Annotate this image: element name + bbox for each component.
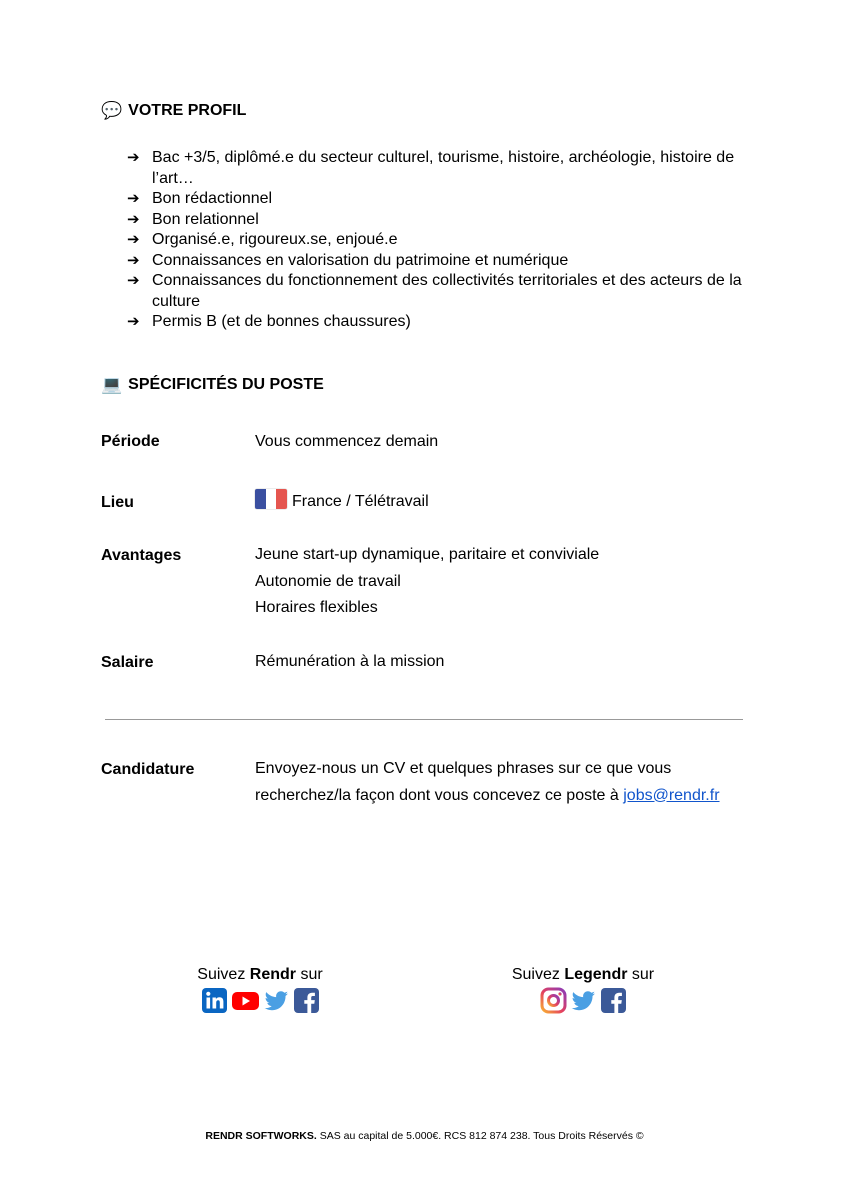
twitter-icon[interactable] [263, 987, 290, 1014]
lieu-label: Lieu [101, 494, 134, 511]
profile-list [127, 148, 747, 333]
arrow-icon: ➔ [127, 149, 140, 166]
follow-rendr-text: Suivez Rendr sur [197, 966, 323, 983]
arrow-icon: ➔ [127, 251, 140, 269]
arrow-icon: ➔ [127, 210, 140, 228]
brand-legendr: Legendr [564, 966, 628, 983]
list-item: ➔ Bac +3/5, diplômé.e du secteur culturel, tourisme, histoire, archéologie, histoire de l’art… [127, 149, 735, 187]
instagram-icon[interactable] [540, 987, 567, 1014]
list-item: ➔ Bon rédactionnel [127, 189, 747, 210]
laptop-icon: 💻 [101, 375, 123, 394]
list-item: ➔ Bon relationnel [127, 210, 747, 231]
avantage-item: Autonomie de travail [255, 572, 401, 590]
periode-label: Période [101, 433, 160, 450]
list-item: ➔ Connaissances du fonctionnement des collectivités territoriales et des acteurs de la culture [127, 272, 742, 310]
arrow-icon: ➔ [127, 272, 140, 289]
rendr-social-icons [160, 987, 360, 1014]
follow-legendr-text: Suivez Legendr sur [511, 966, 655, 983]
footer-text: SAS au capital de 5.000€. RCS 812 874 238. Tous Droits Réservés © [319, 1130, 644, 1142]
flag-stripe-blue [255, 489, 266, 509]
specs-heading [101, 375, 324, 395]
periode-value: Vous commencez demain [255, 433, 439, 450]
list-item: ➔ Permis B (et de bonnes chaussures) [127, 312, 747, 333]
candidature-line-1: Envoyez-nous un CV et quelques phrases sur ce que vous [255, 760, 672, 777]
specs-title: SPÉCIFICITÉS DU POSTE [128, 376, 324, 393]
profile-title: VOTRE PROFIL [128, 102, 247, 119]
avantages-label: Avantages [101, 547, 182, 564]
footer-company: RENDR SOFTWORKS. [205, 1130, 317, 1142]
section-divider [105, 719, 743, 720]
arrow-icon: ➔ [127, 190, 140, 207]
brand-rendr: Rendr [249, 966, 297, 983]
follow-legendr [483, 966, 683, 1014]
speech-bubble-icon: 💬 [101, 101, 123, 120]
facebook-icon[interactable] [600, 987, 627, 1014]
profile-heading [101, 101, 246, 121]
avantage-item: Horaires flexibles [255, 599, 378, 616]
page-footer [0, 1130, 849, 1142]
lieu-text: France / Télétravail [292, 493, 429, 510]
arrow-icon: ➔ [127, 231, 140, 248]
facebook-icon[interactable] [293, 987, 320, 1014]
twitter-icon[interactable] [570, 987, 597, 1014]
list-item: ➔ Connaissances en valorisation du patrimoine et numérique [127, 251, 747, 272]
flag-stripe-red [276, 489, 287, 509]
candidature-text [255, 756, 775, 809]
list-item: ➔ Organisé.e, rigoureux.se, enjoué.e [127, 230, 747, 251]
follow-rendr [160, 966, 360, 1014]
salaire-label: Salaire [101, 654, 154, 671]
lieu-value [255, 489, 429, 516]
flag-stripe-white [266, 489, 277, 509]
france-flag-icon [255, 489, 287, 509]
candidature-label: Candidature [101, 761, 195, 778]
legendr-social-icons [483, 987, 683, 1014]
arrow-icon: ➔ [127, 313, 140, 330]
youtube-icon[interactable] [231, 987, 260, 1014]
avantage-item: Jeune start-up dynamique, paritaire et conviviale [255, 546, 600, 563]
avantages-values [255, 542, 599, 622]
email-link[interactable]: jobs@rendr.fr [623, 786, 720, 804]
salaire-value: Rémunération à la mission [255, 653, 445, 670]
linkedin-icon[interactable] [201, 987, 228, 1014]
candidature-line-2: recherchez/la façon dont vous concevez ce poste à jobs@rendr.fr [255, 786, 720, 804]
